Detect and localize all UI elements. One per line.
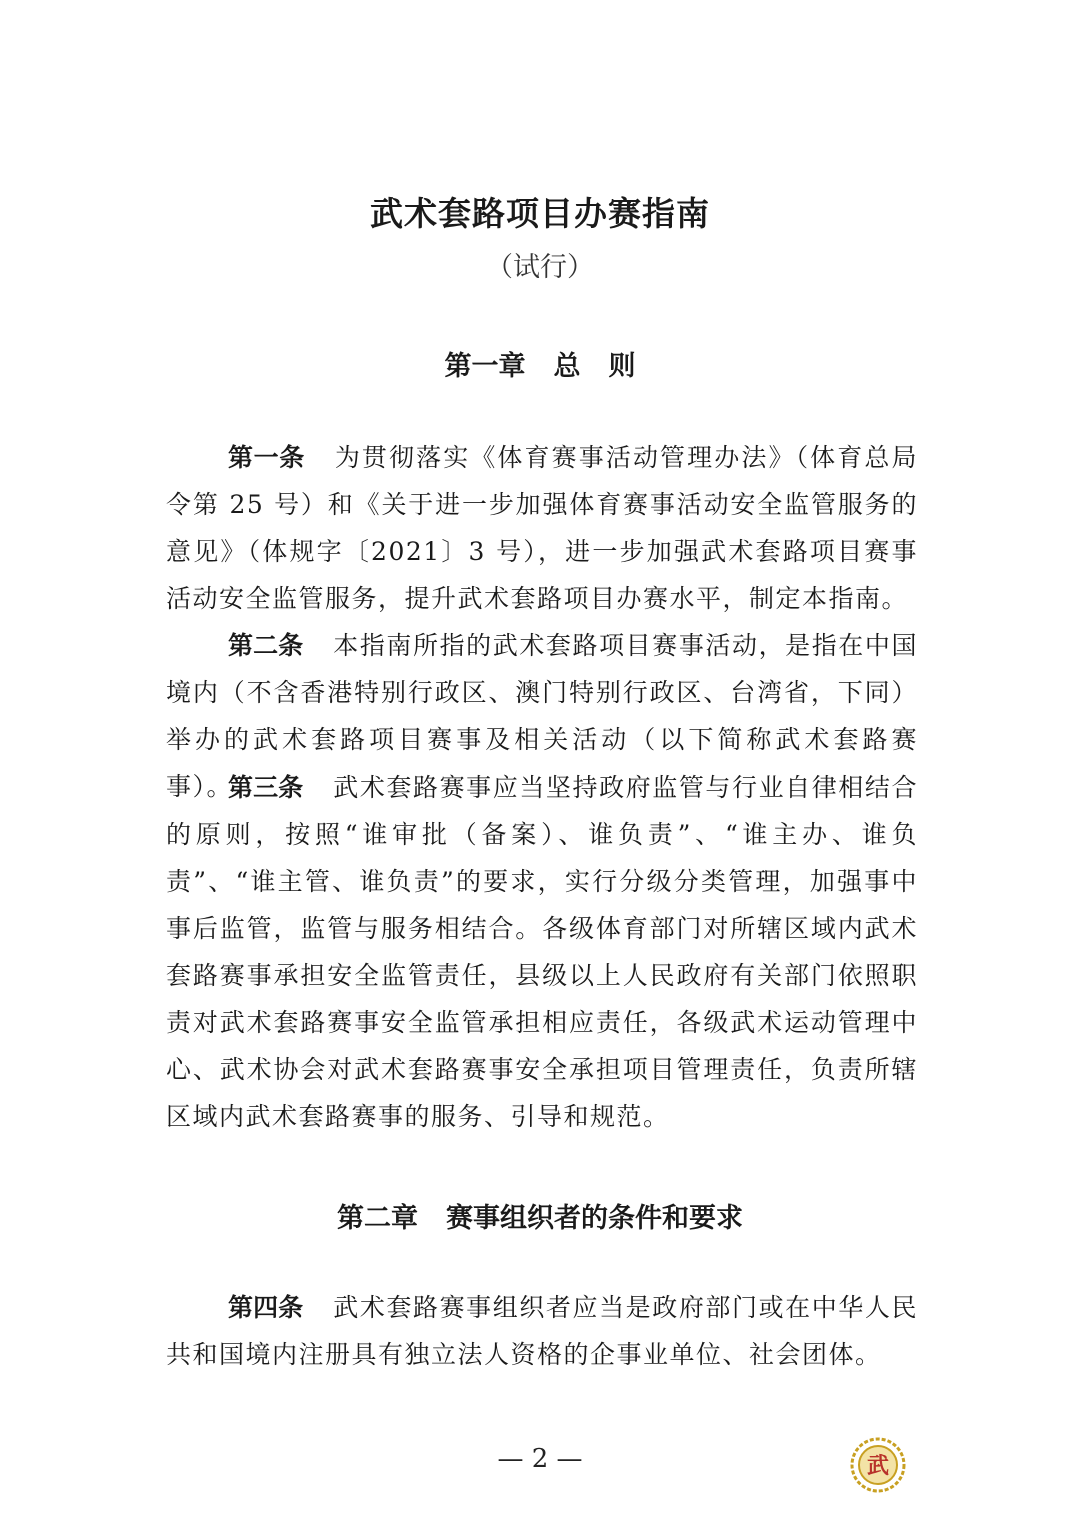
document-subtitle: （试行） — [486, 252, 594, 283]
article-number: 第一条 — [228, 443, 305, 472]
article-number: 第二条 — [228, 631, 304, 660]
chapter-number: 第一章 — [444, 351, 526, 382]
chapter-heading-1 — [0, 344, 1080, 383]
chapter-title: 赛事组织者的条件和要求 — [446, 1203, 743, 1234]
article-3 — [166, 764, 918, 1140]
chapter-number: 第二章 — [337, 1203, 418, 1234]
article-text: 武术套路赛事组织者应当是政府部门或在中华人民共和国境内注册具有独立法人资格的企事业单位、社会团体。 — [166, 1293, 918, 1369]
article-number: 第四条 — [228, 1293, 304, 1322]
chapter-heading-2 — [0, 1196, 1080, 1235]
chapter-title-part: 总 — [553, 351, 581, 382]
article-text: 为贯彻落实《体育赛事活动管理办法》（体育总局令第 25 号）和《关于进一步加强体育赛事活动安全监管服务的意见》（体规字〔2021〕3 号），进一步加强武术套路项目赛事活动安全监管服务，提升武术套路项目办赛水平，制定本指南。 — [166, 443, 918, 613]
document-title: 武术套路项目办赛指南 — [370, 194, 710, 233]
article-text: 本指南所指的武术套路项目赛事活动，是指在中国境内（不含香港特别行政区、澳门特别行政区、台湾省，下同）举办的武术套路项目赛事及相关活动（以下简称武术套路赛事）。 — [166, 631, 918, 801]
article-text: 武术套路赛事应当坚持政府监管与行业自律相结合的原则，按照“谁审批（备案）、谁负责”、“谁主办、谁负责”、“谁主管、谁负责”的要求，实行分级分类管理，加强事中事后监管，监管与服务相结合。各级体育部门对所辖区域内武术套路赛事承担安全监管责任，县级以上人民政府有关部门依照职责对武术套路赛事安全监管承担相应责任，各级武术运动管理中心、武术协会对武术套路赛事安全承担项目管理责任，负责所辖区域内武术套路赛事的服务、引导和规范。 — [166, 773, 918, 1131]
chapter-title-part: 则 — [608, 351, 636, 382]
wushu-logo-icon — [850, 1437, 906, 1493]
article-number: 第三条 — [228, 773, 304, 802]
seal-glyph: 武 — [866, 1454, 890, 1479]
article-1 — [166, 434, 918, 622]
page-number: — 2 — — [497, 1444, 583, 1474]
article-4 — [166, 1284, 918, 1378]
